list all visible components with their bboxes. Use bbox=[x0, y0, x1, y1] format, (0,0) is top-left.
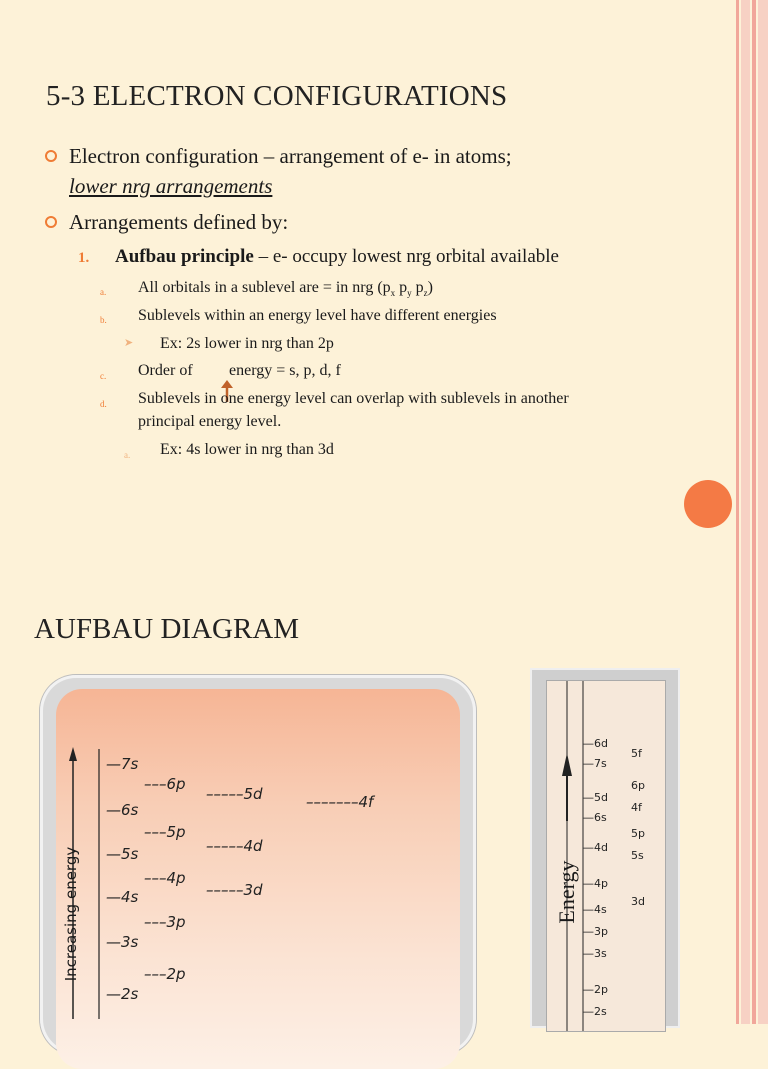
item-number: 1. bbox=[78, 250, 90, 266]
energy-level-5p: –––5p bbox=[144, 823, 186, 841]
list-letter: d. bbox=[100, 399, 107, 409]
sub-item-c: Order of energy = s, p, d, f bbox=[138, 362, 341, 379]
bullet-text: Electron configuration – arrangement of e- in atoms; bbox=[69, 144, 512, 168]
energy-level-3d: –––––3d bbox=[206, 881, 263, 899]
example-b: Ex: 2s lower in nrg than 2p bbox=[160, 335, 334, 352]
energy-level-2p: –––2p bbox=[144, 965, 186, 983]
energy-level-6s: —6s bbox=[583, 811, 607, 824]
arrow-bullet-icon: ➤ bbox=[124, 337, 134, 349]
list-letter: a. bbox=[100, 287, 107, 297]
sub-item-b: Sublevels within an energy level have different energies bbox=[138, 307, 497, 324]
diagram-title: AUFBAU DIAGRAM bbox=[34, 613, 300, 645]
bullet-icon bbox=[45, 216, 57, 228]
example-d: Ex: 4s lower in nrg than 3d bbox=[160, 441, 334, 458]
energy-level-5s: 5s bbox=[631, 849, 644, 862]
item-heading: Aufbau principle bbox=[115, 246, 254, 267]
aufbau-diagram-right bbox=[530, 668, 680, 1028]
bullet-text-emphasis: lower nrg arrangements bbox=[69, 174, 273, 198]
energy-level-5d: –––––5d bbox=[206, 785, 263, 803]
energy-level-4s: —4s bbox=[106, 888, 139, 906]
bullet-icon bbox=[45, 150, 57, 162]
energy-level-4s: —4s bbox=[583, 903, 607, 916]
energy-level-6s: —6s bbox=[106, 801, 139, 819]
energy-level-4p: –––4p bbox=[144, 869, 186, 887]
energy-level-4d: –––––4d bbox=[206, 837, 263, 855]
list-letter: c. bbox=[100, 371, 107, 381]
energy-level-6p: 6p bbox=[631, 779, 645, 792]
decor-stripe bbox=[758, 0, 768, 1024]
bullet-text: Arrangements defined by: bbox=[69, 210, 289, 234]
energy-level-6p: –––6p bbox=[144, 775, 186, 793]
energy-level-4p: —4p bbox=[583, 877, 608, 890]
sub-item-d: Sublevels in one energy level can overlap with sublevels in another bbox=[138, 390, 569, 407]
aufbau-diagram-left bbox=[40, 675, 476, 1055]
energy-level-3p: —3p bbox=[583, 925, 608, 938]
energy-level-6d: —6d bbox=[583, 737, 608, 750]
decor-stripe bbox=[752, 0, 756, 1024]
energy-level-5p: 5p bbox=[631, 827, 645, 840]
numbered-item-aufbau bbox=[78, 246, 559, 268]
energy-level-4f: –––––––4f bbox=[306, 793, 374, 811]
sub-item-d-cont: principal energy level. bbox=[138, 413, 282, 430]
energy-level-3p: –––3p bbox=[144, 913, 186, 931]
axis-label: Increasing energy bbox=[62, 846, 80, 982]
energy-level-3s: —3s bbox=[583, 947, 607, 960]
energy-level-7s: —7s bbox=[583, 757, 607, 770]
energy-level-7s: —7s bbox=[106, 755, 139, 773]
axis-label: Energy bbox=[554, 860, 579, 924]
energy-level-2p: —2p bbox=[583, 983, 608, 996]
energy-level-5s: —5s bbox=[106, 845, 139, 863]
list-letter: b. bbox=[100, 315, 107, 325]
energy-level-3d: 3d bbox=[631, 895, 645, 908]
diagram-surface bbox=[546, 680, 666, 1032]
decor-stripe bbox=[741, 0, 750, 1024]
diagram-surface bbox=[56, 689, 460, 1069]
decor-circle bbox=[684, 480, 732, 528]
slide-title: 5-3 ELECTRON CONFIGURATIONS bbox=[46, 80, 508, 112]
sub-item-a: All orbitals in a sublevel are = in nrg ($p_x$ $p_y$ $p_z$) bbox=[138, 279, 433, 299]
energy-level-4d: —4d bbox=[583, 841, 608, 854]
energy-level-5d: —5d bbox=[583, 791, 608, 804]
energy-level-3s: —3s bbox=[106, 933, 139, 951]
energy-level-2s: —2s bbox=[583, 1005, 607, 1018]
energy-level-2s: —2s bbox=[106, 985, 139, 1003]
list-letter: a. bbox=[124, 450, 131, 460]
energy-level-5f: 5f bbox=[631, 747, 642, 760]
decor-stripe bbox=[736, 0, 739, 1024]
item-text: – e- occupy lowest nrg orbital available bbox=[253, 246, 559, 267]
energy-level-4f: 4f bbox=[631, 801, 642, 814]
